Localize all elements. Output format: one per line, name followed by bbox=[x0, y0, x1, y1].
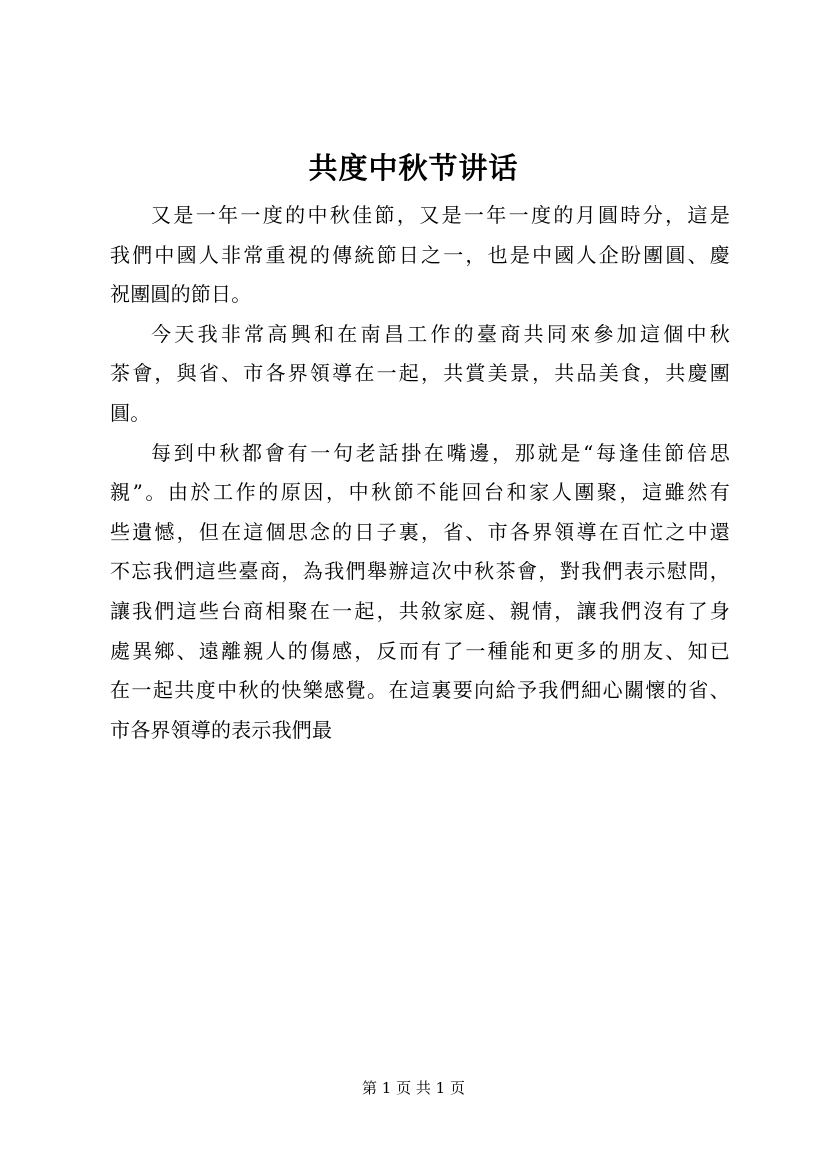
text-line: 市各界領導的表示我們最 bbox=[110, 717, 333, 742]
page-footer bbox=[0, 1076, 827, 1100]
page-number-label: 第 1 页 共 1 页 bbox=[362, 1079, 465, 1097]
text-line: 在一起共度中秋的快樂感覺。在這裏要向給予我們細心關懷的省、 bbox=[110, 678, 730, 703]
text-line: 茶會，與省、市各界領導在一起，共賞美景，共品美食，共慶團 bbox=[110, 361, 730, 386]
text-line: 每到中秋都會有一句老話掛在嘴邊，那就是“每逢佳節倍思 bbox=[151, 440, 730, 465]
text-line: 處異鄉、遠離親人的傷感，反而有了一種能和更多的朋友、知已 bbox=[110, 638, 730, 663]
text-line: 圓。 bbox=[110, 400, 151, 425]
text-line: 親”。由於工作的原因，中秋節不能回台和家人團聚，這雖然有 bbox=[110, 480, 730, 505]
text-line: 我們中國人非常重視的傳統節日之一，也是中國人企盼團圓、慶 bbox=[110, 242, 730, 267]
document-title: 共度中秋节讲话 bbox=[308, 151, 519, 185]
text-line: 祝團圓的節日。 bbox=[110, 282, 252, 307]
paragraph bbox=[110, 434, 730, 751]
text-line: 不忘我們這些臺商，為我們舉辦這次中秋茶會，對我們表示慰問， bbox=[110, 559, 730, 584]
text-line: 讓我們這些台商相聚在一起，共敘家庭、親情，讓我們沒有了身 bbox=[110, 598, 730, 623]
text-line: 些遺憾，但在這個思念的日子裏，省、市各界領導在百忙之中還 bbox=[110, 519, 730, 544]
paragraph bbox=[110, 315, 730, 434]
document-body bbox=[110, 196, 730, 750]
text-line: 又是一年一度的中秋佳節，又是一年一度的月圓時分，這是 bbox=[151, 203, 730, 227]
text-line: 今天我非常高興和在南昌工作的臺商共同來參加這個中秋 bbox=[151, 321, 730, 346]
paragraph bbox=[110, 196, 730, 315]
